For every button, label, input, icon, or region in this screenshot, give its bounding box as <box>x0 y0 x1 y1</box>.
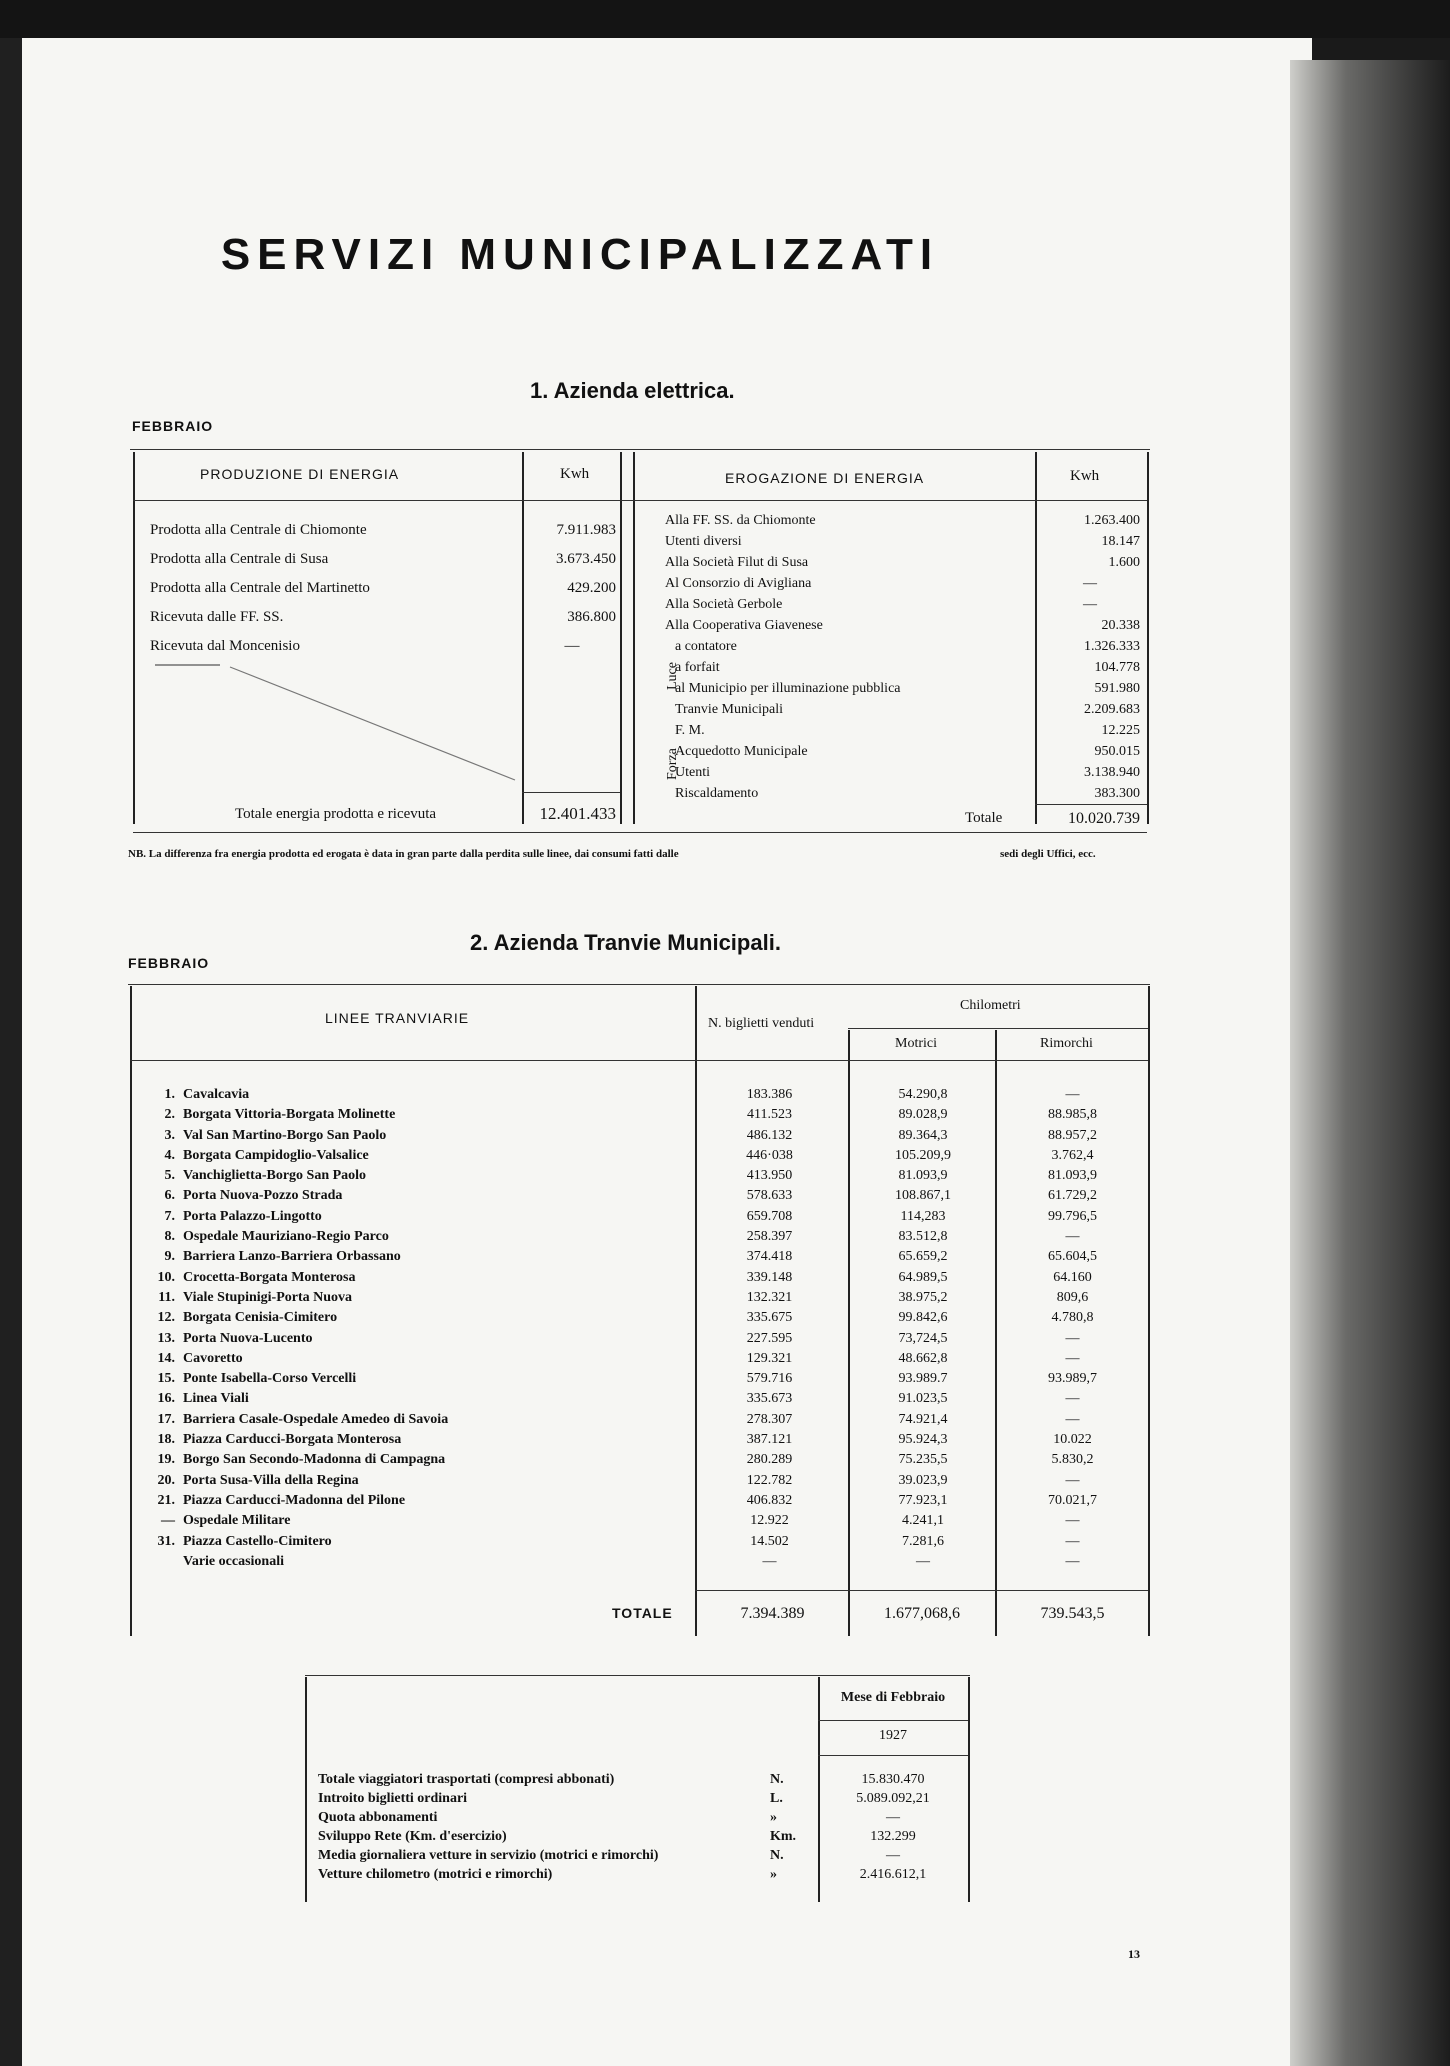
summary-right-rule <box>968 1677 970 1902</box>
tram-line-number: 8. <box>164 1229 175 1245</box>
tram-line-motrici: 7.281,6 <box>902 1533 944 1549</box>
scan-left-border <box>0 38 22 2066</box>
tram-line-rimorchi: — <box>1065 1472 1080 1488</box>
tram-line-name: Ponte Isabella-Corso Vercelli <box>183 1371 357 1387</box>
distribution-row-value: 2.209.683 <box>1084 702 1140 717</box>
summary-value: 132.299 <box>870 1829 916 1844</box>
tram-line-tickets: 579.716 <box>746 1371 793 1387</box>
table-row <box>145 1511 1140 1531</box>
tram-line-name: Porta Palazzo-Lingotto <box>183 1208 322 1224</box>
distribution-total-label: Totale <box>965 810 1003 826</box>
tram-line-name: Borgata Campidoglio-Valsalice <box>183 1147 369 1163</box>
production-row-label: Ricevuta dalle FF. SS. <box>150 609 284 625</box>
distribution-row-label: F. M. <box>675 723 705 738</box>
table-row <box>145 1532 1140 1552</box>
tram-line-name: Cavalcavia <box>183 1087 250 1102</box>
distribution-row-label: Alla FF. SS. da Chiomonte <box>665 513 816 528</box>
summary-year: 1927 <box>879 1728 907 1743</box>
summary-row <box>318 1827 963 1846</box>
tram-line-motrici: 83.512,8 <box>898 1229 948 1245</box>
table2-top-rule <box>128 984 1150 985</box>
tram-line-name: Borgo San Secondo-Madonna di Campagna <box>183 1452 446 1468</box>
tram-line-tickets: 387.121 <box>746 1432 793 1448</box>
summary-top-rule <box>305 1675 970 1676</box>
summary-unit: N. <box>770 1772 784 1787</box>
distribution-row-value: 12.225 <box>1101 723 1140 738</box>
tram-line-rimorchi: — <box>1065 1350 1080 1366</box>
table-row <box>145 1146 1140 1166</box>
section1-note-end: sedi degli Uffici, ecc. <box>1000 848 1096 860</box>
tram-line-motrici: 38.975,2 <box>898 1289 948 1305</box>
summary-left-rule <box>305 1677 307 1902</box>
distribution-row-label: a forfait <box>675 660 720 675</box>
distribution-row-value: 18.147 <box>1101 534 1140 549</box>
table1-bottom-rule <box>133 832 1147 833</box>
document-page <box>22 38 1312 2066</box>
tram-line-number: 19. <box>157 1452 175 1468</box>
tram-line-motrici: 108.867,1 <box>895 1188 951 1204</box>
table-row <box>145 1308 1140 1328</box>
table-row <box>145 1471 1140 1491</box>
tram-line-name: Varie occasionali <box>183 1553 284 1569</box>
tram-line-tickets: 183.386 <box>746 1087 793 1102</box>
distribution-row-value: 1.326.333 <box>1084 639 1140 654</box>
table-row <box>145 1085 1140 1105</box>
col-rimorchi-header: Rimorchi <box>1040 1036 1093 1051</box>
scan-binding-shadow <box>1290 60 1450 2066</box>
tram-line-motrici: 39.023,9 <box>898 1472 948 1488</box>
table-row <box>145 1552 1140 1572</box>
distribution-row-value: 104.778 <box>1094 660 1140 675</box>
summary-unit: L. <box>770 1791 783 1806</box>
tram-line-rimorchi: — <box>1065 1391 1080 1407</box>
tram-line-tickets: 227.595 <box>746 1330 793 1346</box>
tram-line-name: Viale Stupinigi-Porta Nuova <box>183 1289 353 1305</box>
table2-km-rule <box>848 1028 1148 1029</box>
tram-line-number: 14. <box>157 1350 175 1366</box>
tram-line-tickets: 335.675 <box>746 1310 793 1326</box>
table1-header-rule <box>133 500 1147 501</box>
production-row-value: 386.800 <box>567 609 616 625</box>
tram-total-tickets: 7.394.389 <box>740 1605 805 1622</box>
section1-note: NB. La differenza fra energia prodotta ed erogata è data in gran parte dalla perdita sulle linee, dai consumi fatti dalle <box>128 848 679 860</box>
tram-line-tickets: 132.321 <box>746 1289 793 1305</box>
tram-line-tickets: 374.418 <box>746 1249 793 1265</box>
tram-line-rimorchi: — <box>1065 1229 1080 1245</box>
tram-line-tickets: 278.307 <box>746 1411 793 1427</box>
tram-line-motrici: 81.093,9 <box>898 1168 948 1184</box>
summary-value: — <box>886 1848 900 1863</box>
production-labels <box>150 520 510 665</box>
tram-line-rimorchi: 10.022 <box>1053 1432 1092 1448</box>
table2-right-rule <box>1148 986 1150 1636</box>
tram-line-tickets: 486.132 <box>746 1127 793 1143</box>
summary-label: Vetture chilometro (motrici e rimorchi) <box>318 1867 553 1882</box>
tram-line-rimorchi: 99.796,5 <box>1048 1208 1097 1224</box>
page-title: SERVIZI MUNICIPALIZZATI <box>220 230 940 279</box>
table2-header-rule <box>130 1060 1148 1061</box>
tram-line-number: 6. <box>164 1188 175 1204</box>
production-row-value: 7.911.983 <box>556 522 616 538</box>
distribution-header: EROGAZIONE DI ENERGIA <box>725 470 925 486</box>
tram-line-tickets: 578.633 <box>746 1188 793 1204</box>
tram-line-rimorchi: — <box>1065 1513 1080 1529</box>
tram-line-motrici: 99.842,6 <box>898 1310 948 1326</box>
summary-row <box>318 1808 963 1827</box>
tram-line-tickets: 339.148 <box>746 1269 793 1285</box>
tram-line-rimorchi: — <box>1065 1533 1080 1549</box>
table-row <box>145 1247 1140 1267</box>
distribution-row-label: Riscaldamento <box>675 786 759 801</box>
distribution-row-label: Alla Società Gerbole <box>665 597 783 612</box>
summary-header: Mese di Febbraio <box>840 1690 946 1705</box>
tram-line-tickets: 446·038 <box>746 1147 793 1163</box>
production-total-value: 12.401.433 <box>539 804 616 823</box>
tram-line-motrici: 75.235,5 <box>898 1452 948 1468</box>
tram-line-name: Porta Susa-Villa della Regina <box>183 1472 359 1488</box>
tram-line-tickets: — <box>762 1553 777 1569</box>
table-row <box>145 1166 1140 1186</box>
summary-label: Quota abbonamenti <box>318 1810 438 1825</box>
tram-line-number: 10. <box>157 1269 175 1285</box>
tram-line-motrici: 114,283 <box>900 1208 946 1224</box>
production-unit: Kwh <box>560 466 590 482</box>
tram-line-tickets: 659.708 <box>746 1208 793 1224</box>
distribution-row-label: Utenti diversi <box>665 534 742 549</box>
production-row-value: 3.673.450 <box>556 551 616 567</box>
section2-heading: 2. Azienda Tranvie Municipali. <box>470 930 781 955</box>
table-row <box>145 1389 1140 1409</box>
tram-total-motrici: 1.677,068,6 <box>884 1605 960 1622</box>
production-values <box>528 520 616 665</box>
tram-line-number: 7. <box>164 1208 175 1224</box>
tram-total-rimorchi: 739.543,5 <box>1040 1605 1105 1622</box>
summary-row <box>318 1865 963 1884</box>
table1-left-rule <box>133 452 135 824</box>
summary-label: Introito biglietti ordinari <box>318 1791 468 1806</box>
tram-line-rimorchi: 5.830,2 <box>1051 1452 1094 1468</box>
tram-line-name: Cavoretto <box>183 1350 243 1366</box>
table-row <box>145 1126 1140 1146</box>
summary-label: Totale viaggiatori trasportati (compresi abbonati) <box>318 1772 615 1787</box>
tram-line-number: 15. <box>157 1371 175 1387</box>
summary-year-rule <box>818 1755 968 1756</box>
tram-line-motrici: 93.989.7 <box>898 1371 948 1387</box>
distribution-row-label: al Municipio per illuminazione pubblica <box>675 681 901 696</box>
tram-line-tickets: 14.502 <box>750 1533 789 1549</box>
tram-line-number: 12. <box>157 1310 175 1326</box>
table1-mid-rule-2 <box>633 452 635 824</box>
tram-line-motrici: — <box>916 1553 930 1569</box>
distribution-row-value: 591.980 <box>1094 681 1140 696</box>
tram-line-name: Borgata Vittoria-Borgata Molinette <box>183 1107 396 1123</box>
distribution-row-value: 3.138.940 <box>1084 765 1140 780</box>
tram-line-number: 5. <box>164 1168 175 1184</box>
table-row <box>145 1207 1140 1227</box>
table2-left-rule <box>130 986 132 1636</box>
tram-line-name: Borgata Cenisia-Cimitero <box>183 1310 338 1326</box>
tram-line-tickets: 129.321 <box>746 1350 793 1366</box>
tram-line-number: 9. <box>164 1249 175 1265</box>
tram-line-number: 1. <box>164 1087 175 1102</box>
tram-line-name: Ospedale Militare <box>183 1513 291 1529</box>
table-row <box>145 1430 1140 1450</box>
tram-line-number: 4. <box>164 1147 175 1163</box>
distribution-labels <box>665 510 1025 804</box>
tram-line-tickets: 413.950 <box>746 1168 793 1184</box>
distribution-row-label: Alla Cooperativa Giavenese <box>665 618 823 633</box>
tram-line-motrici: 73,724,5 <box>898 1330 948 1346</box>
summary-value: 15.830.470 <box>861 1772 925 1787</box>
production-header: PRODUZIONE DI ENERGIA <box>200 466 400 482</box>
distribution-unit: Kwh <box>1070 468 1100 484</box>
table1-top-rule <box>130 449 1150 450</box>
tram-line-rimorchi: — <box>1065 1553 1080 1569</box>
table1-col-rule <box>522 452 524 824</box>
summary-value: — <box>886 1810 900 1825</box>
production-row-label: Prodotta alla Centrale di Chiomonte <box>150 522 367 538</box>
summary-label: Sviluppo Rete (Km. d'esercizio) <box>318 1829 507 1844</box>
summary-row <box>318 1789 963 1808</box>
distribution-row-label: Al Consorzio di Avigliana <box>665 576 812 591</box>
tram-line-motrici: 89.028,9 <box>898 1107 948 1123</box>
col-km-header: Chilometri <box>960 998 1021 1013</box>
summary-unit: Km. <box>770 1829 797 1844</box>
tram-line-tickets: 411.523 <box>747 1107 792 1123</box>
tram-line-name: Linea Viali <box>183 1391 249 1407</box>
scan-top-border <box>0 0 1450 38</box>
distribution-row-label: a contatore <box>675 639 737 654</box>
tram-line-name: Barriera Casale-Ospedale Amedeo di Savoia <box>183 1411 449 1427</box>
table-row <box>145 1227 1140 1247</box>
tram-line-motrici: 48.662,8 <box>898 1350 948 1366</box>
tram-line-rimorchi: 4.780,8 <box>1051 1310 1094 1326</box>
tram-line-number: 18. <box>157 1432 175 1448</box>
tram-line-tickets: 335.673 <box>746 1391 793 1407</box>
table1-mid-rule <box>620 452 622 824</box>
tram-line-name: Val San Martino-Borgo San Paolo <box>183 1127 387 1143</box>
tram-line-motrici: 64.989,5 <box>898 1269 948 1285</box>
table2-total-rule <box>695 1590 1148 1591</box>
production-row-value: 429.200 <box>567 580 616 596</box>
tram-line-tickets: 406.832 <box>746 1492 793 1508</box>
tram-line-rimorchi: — <box>1065 1330 1080 1346</box>
tram-line-tickets: 258.397 <box>746 1229 793 1245</box>
tram-lines-list <box>145 1085 1140 1572</box>
table-row <box>145 1186 1140 1206</box>
table1-right-rule <box>1147 452 1149 824</box>
production-blank-diagonal <box>150 655 520 795</box>
group-label-luce: Luce <box>665 662 680 690</box>
distribution-row-label: Tranvie Municipali <box>675 702 783 717</box>
production-row-label: Prodotta alla Centrale di Susa <box>150 551 329 567</box>
tram-line-motrici: 4.241,1 <box>902 1513 944 1529</box>
table-row <box>145 1369 1140 1389</box>
tram-line-rimorchi: 61.729,2 <box>1048 1188 1097 1204</box>
production-row-value: — <box>564 638 580 654</box>
distribution-row-label: Alla Società Filut di Susa <box>665 555 809 570</box>
production-total-rule <box>522 792 620 793</box>
production-row-label: Prodotta alla Centrale del Martinetto <box>150 580 370 596</box>
summary-label: Media giornaliera vetture in servizio (motrici e rimorchi) <box>318 1848 659 1863</box>
table-row <box>145 1288 1140 1308</box>
tram-line-rimorchi: 70.021,7 <box>1048 1492 1097 1508</box>
tram-line-rimorchi: 88.985,8 <box>1048 1107 1097 1123</box>
tram-line-rimorchi: 65.604,5 <box>1048 1249 1097 1265</box>
tram-line-number: 3. <box>164 1127 175 1143</box>
distribution-row-value: 1.600 <box>1108 555 1140 570</box>
summary-rows <box>318 1770 963 1884</box>
tram-line-name: Porta Nuova-Pozzo Strada <box>183 1188 343 1204</box>
tram-line-name: Piazza Castello-Cimitero <box>183 1533 332 1549</box>
col-motrici-header: Motrici <box>895 1036 937 1051</box>
tram-total-label: TOTALE <box>612 1605 673 1621</box>
distribution-row-value: 20.338 <box>1101 618 1140 633</box>
distribution-row-label: Acquedotto Municipale <box>675 744 808 759</box>
tram-line-motrici: 105.209,9 <box>895 1147 951 1163</box>
tram-line-number: 2. <box>164 1107 175 1123</box>
tram-line-rimorchi: 809,6 <box>1056 1289 1089 1305</box>
distribution-values <box>1040 510 1140 804</box>
group-label-forza: Forza <box>665 748 680 780</box>
tram-line-number: 13. <box>157 1330 175 1346</box>
tram-line-motrici: 95.924,3 <box>898 1432 948 1448</box>
tram-line-motrici: 65.659,2 <box>898 1249 948 1265</box>
tram-line-number: 21. <box>157 1492 175 1508</box>
distribution-total-value: 10.020.739 <box>1068 810 1140 827</box>
distribution-row-value: 383.300 <box>1094 786 1140 801</box>
table1-col-rule-right <box>1035 452 1037 824</box>
table-row <box>145 1450 1140 1470</box>
summary-header-rule <box>818 1720 968 1721</box>
tram-line-rimorchi: 64.160 <box>1053 1269 1092 1285</box>
tram-line-motrici: 89.364,3 <box>898 1127 948 1143</box>
table-row <box>145 1105 1140 1125</box>
tram-line-motrici: 77.923,1 <box>898 1492 948 1508</box>
table-row <box>145 1491 1140 1511</box>
distribution-row-label: Utenti <box>675 765 710 780</box>
summary-value: 5.089.092,21 <box>856 1791 930 1806</box>
tram-line-rimorchi: 93.989,7 <box>1048 1371 1097 1387</box>
tram-line-motrici: 54.290,8 <box>898 1087 948 1102</box>
distribution-row-value: — <box>1083 597 1097 612</box>
tram-line-name: Piazza Carducci-Madonna del Pilone <box>183 1492 406 1508</box>
tram-line-tickets: 280.289 <box>746 1452 793 1468</box>
tram-line-number: 17. <box>157 1411 175 1427</box>
tram-line-name: Porta Nuova-Lucento <box>183 1330 313 1346</box>
tram-line-name: Piazza Carducci-Borgata Monterosa <box>183 1432 402 1448</box>
col-tickets-header: N. biglietti venduti <box>708 1016 815 1031</box>
production-row-label: Ricevuta dal Moncenisio <box>150 638 300 654</box>
tram-line-rimorchi: 81.093,9 <box>1048 1168 1097 1184</box>
section1-month: FEBBRAIO <box>132 418 214 434</box>
summary-row <box>318 1770 963 1789</box>
tram-line-number: 16. <box>157 1391 175 1407</box>
page-number: 13 <box>1128 1947 1140 1961</box>
table-row <box>145 1329 1140 1349</box>
tram-line-name: Vanchiglietta-Borgo San Paolo <box>183 1168 367 1184</box>
table-row <box>145 1349 1140 1369</box>
table-row <box>145 1268 1140 1288</box>
tram-line-rimorchi: 88.957,2 <box>1048 1127 1097 1143</box>
summary-value: 2.416.612,1 <box>859 1867 927 1882</box>
tram-line-rimorchi: — <box>1065 1087 1080 1102</box>
tram-line-number: 31. <box>157 1533 175 1549</box>
distribution-row-value: 1.263.400 <box>1084 513 1140 528</box>
section2-month: FEBBRAIO <box>128 955 210 971</box>
production-total-label: Totale energia prodotta e ricevuta <box>235 806 437 822</box>
summary-unit: » <box>770 1810 777 1825</box>
distribution-row-value: — <box>1083 576 1097 591</box>
tram-line-rimorchi: — <box>1065 1411 1080 1427</box>
summary-unit: » <box>770 1867 777 1882</box>
tram-line-number: — <box>161 1513 175 1529</box>
col-lines-header: LINEE TRANVIARIE <box>325 1010 470 1026</box>
tram-line-name: Barriera Lanzo-Barriera Orbassano <box>183 1249 401 1265</box>
tram-line-number: 20. <box>157 1472 175 1488</box>
table-row <box>145 1410 1140 1430</box>
tram-line-motrici: 74.921,4 <box>898 1411 948 1427</box>
tram-line-name: Crocetta-Borgata Monterosa <box>183 1269 356 1285</box>
tram-line-rimorchi: 3.762,4 <box>1051 1147 1094 1163</box>
tram-line-name: Ospedale Mauriziano-Regio Parco <box>183 1229 389 1245</box>
tram-line-number: 11. <box>158 1289 175 1305</box>
distribution-total-rule <box>1035 804 1147 805</box>
tram-line-tickets: 12.922 <box>750 1513 789 1529</box>
tram-line-tickets: 122.782 <box>746 1472 793 1488</box>
tram-line-motrici: 91.023,5 <box>898 1391 948 1407</box>
section1-heading: 1. Azienda elettrica. <box>530 378 735 403</box>
summary-unit: N. <box>770 1848 784 1863</box>
distribution-row-value: 950.015 <box>1094 744 1140 759</box>
summary-row <box>318 1846 963 1865</box>
